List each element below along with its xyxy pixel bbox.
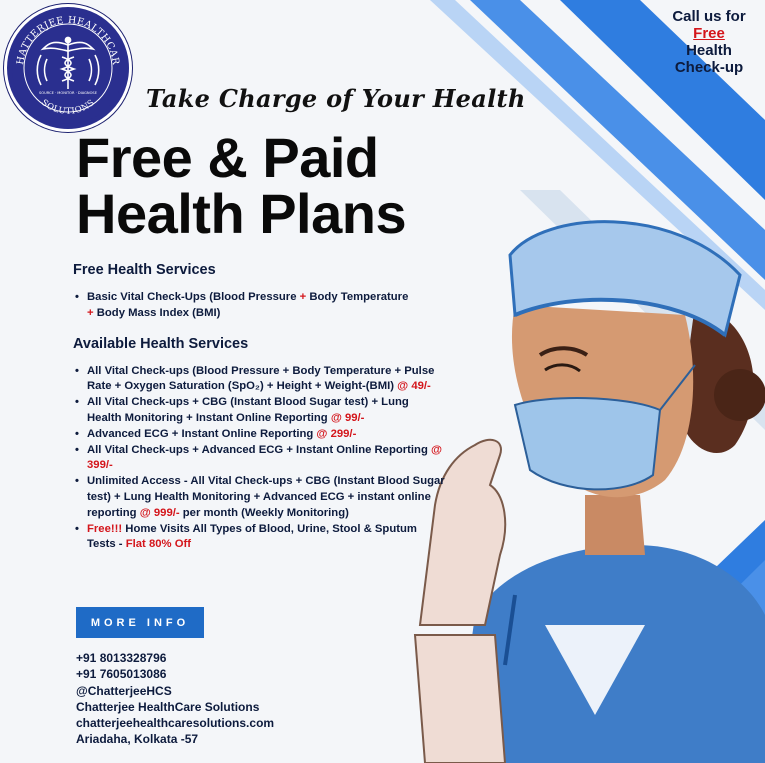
logo-small-text: SOURCE · MONITOR · DIAGNOSE bbox=[39, 91, 97, 95]
price-label: @ 399/- bbox=[87, 443, 443, 472]
cta-line1: Call us for bbox=[672, 8, 746, 25]
price-label: @ 299/- bbox=[316, 427, 357, 440]
list-item: • All Vital Check-ups (Blood Pressure + Body Temperature + Pulse Rate + Oxygen Saturation (SpO₂) + Height + Weight-(BMI) @ 49/- bbox=[73, 364, 445, 396]
page-title bbox=[76, 126, 407, 245]
cta-line2: Health bbox=[686, 42, 732, 59]
list-item: • Unlimited Access - All Vital Check-ups + CBG (Instant Blood Sugar test) + Lung Health Monitoring + Advanced ECG + instant online reporting @ 999/- per month (Weekly Monitoring) bbox=[73, 474, 445, 521]
phone-1[interactable]: +91 8013328796 bbox=[76, 651, 167, 665]
list-item: • Advanced ECG + Instant Online Reporting @ 299/- bbox=[73, 427, 445, 443]
price-label: @ 999/- bbox=[139, 506, 180, 519]
list-item: • Basic Vital Check-Ups (Blood Pressure + Body Temperature + Body Mass Index (BMI) bbox=[73, 290, 445, 322]
website-link[interactable]: chatterjeehealthcaresolutions.com bbox=[76, 716, 275, 731]
social-handle[interactable]: @ChatterjeeHCS bbox=[76, 683, 172, 698]
list-item: • All Vital Check-ups + CBG (Instant Blood Sugar test) + Lung Health Monitoring + Instant Online Reporting @ 99/- bbox=[73, 395, 445, 427]
company-name: Chatterjee HealthCare Solutions bbox=[76, 699, 260, 714]
logo-bottom-text: SOLUTIONS bbox=[39, 97, 97, 117]
list-item: • Free!!! Home Visits All Types of Blood, Urine, Stool & Sputum Tests - Flat 80% Off bbox=[73, 522, 445, 554]
contact-info bbox=[76, 650, 274, 748]
phone-2[interactable]: +91 7605013086 bbox=[76, 667, 167, 682]
logo-ring-text: HATTERJEE HEALTHCAR bbox=[14, 14, 122, 66]
free-services-title: Free Health Services bbox=[73, 262, 216, 278]
company-logo bbox=[4, 4, 132, 132]
headline-line2: Health Plans bbox=[76, 182, 407, 245]
address: Ariadaha, Kolkata -57 bbox=[76, 732, 199, 747]
tagline: Take Charge of Your Health bbox=[146, 84, 526, 113]
list-item: • All Vital Check-ups + Advanced ECG + Instant Online Reporting @ 399/- bbox=[73, 443, 445, 475]
services-content bbox=[73, 262, 445, 553]
call-to-action bbox=[663, 8, 755, 76]
cta-line3: Check-up bbox=[674, 59, 744, 76]
available-services-title: Available Health Services bbox=[73, 335, 249, 352]
free-services-list bbox=[73, 290, 445, 322]
headline-line1: Free & Paid bbox=[76, 126, 379, 189]
nurse-with-mask-illustration bbox=[395, 195, 765, 763]
price-label: @ 99/- bbox=[330, 411, 365, 424]
available-services-list bbox=[73, 364, 445, 554]
price-label: @ 49/- bbox=[397, 380, 431, 393]
more-info-button[interactable]: MORE INFO bbox=[76, 607, 204, 638]
cta-free-link[interactable]: Free bbox=[693, 25, 725, 42]
